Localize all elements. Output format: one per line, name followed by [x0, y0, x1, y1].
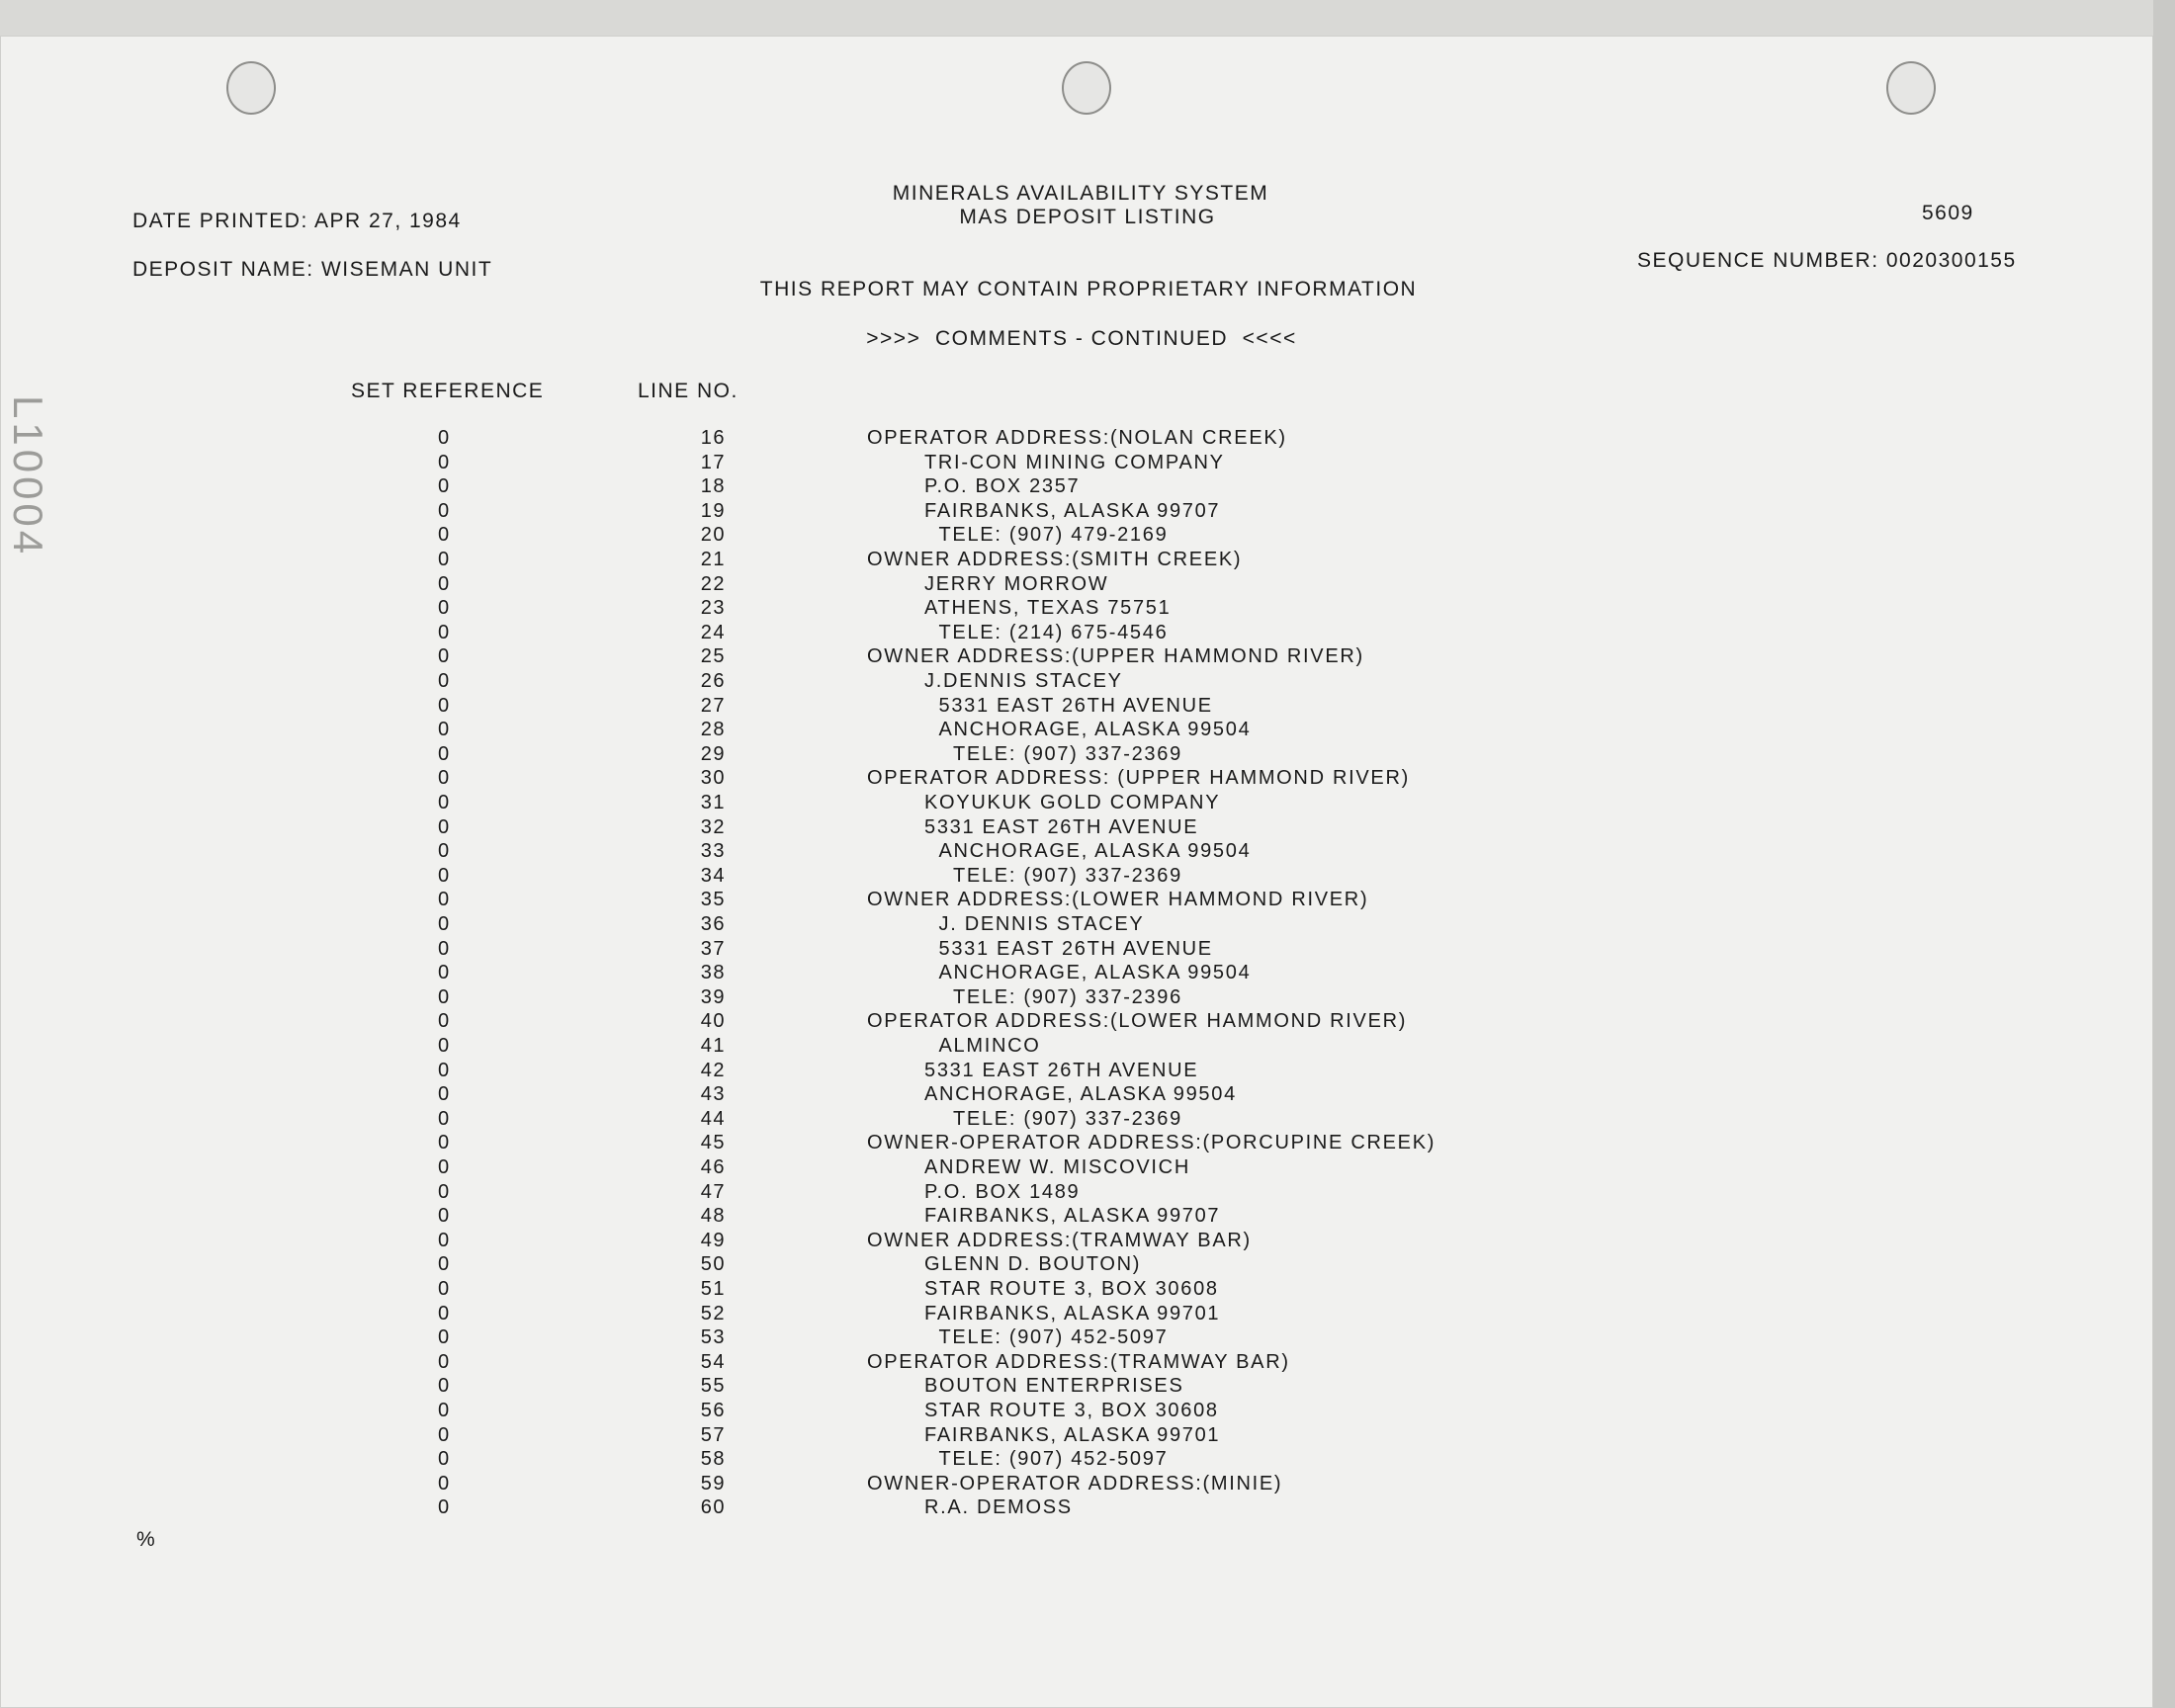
line-number-cell: 38: [700, 962, 726, 984]
line-number-cell: 33: [700, 840, 726, 863]
table-row: [0, 1400, 2175, 1424]
comment-text-cell: OWNER ADDRESS:(LOWER HAMMOND RIVER): [867, 889, 1369, 911]
line-number-cell: 21: [700, 549, 726, 570]
line-number-cell: 52: [700, 1302, 726, 1324]
set-reference-cell: 0: [438, 1229, 451, 1251]
set-reference-cell: 0: [438, 1350, 451, 1373]
comment-text-cell: OPERATOR ADDRESS:(LOWER HAMMOND RIVER): [867, 1010, 1408, 1033]
set-reference-cell: 0: [438, 1423, 451, 1446]
line-number-cell: 56: [700, 1400, 726, 1421]
comment-text-cell: TELE: (907) 479-2169: [938, 524, 1169, 547]
table-row: [0, 1278, 2175, 1303]
set-reference-cell: 0: [438, 1278, 451, 1300]
set-reference-cell: 0: [438, 694, 451, 717]
table-row: [0, 743, 2175, 768]
set-reference-cell: 0: [438, 985, 451, 1008]
line-number-cell: 18: [700, 475, 726, 498]
comment-text-cell: ANCHORAGE, ALASKA 99504: [938, 962, 1252, 984]
line-number-cell: 46: [700, 1156, 726, 1178]
set-reference-cell: 0: [438, 451, 451, 473]
comment-text-cell: 5331 EAST 26TH AVENUE: [924, 1059, 1199, 1081]
line-number-cell: 40: [700, 1010, 726, 1033]
comment-text-cell: OWNER ADDRESS:(TRAMWAY BAR): [867, 1229, 1252, 1251]
comment-text-cell: ANCHORAGE, ALASKA 99504: [938, 719, 1252, 741]
line-number-cell: 35: [700, 889, 726, 911]
line-number-cell: 22: [700, 572, 726, 595]
set-reference-cell: 0: [438, 1059, 451, 1081]
set-reference-cell: 0: [438, 767, 451, 790]
line-number-cell: 23: [700, 597, 726, 620]
table-row: [0, 719, 2175, 743]
listing-title: MAS DEPOSIT LISTING: [959, 206, 1216, 228]
table-row: [0, 1303, 2175, 1327]
comment-text-cell: TELE: (907) 452-5097: [938, 1448, 1169, 1471]
set-reference-cell: 0: [438, 1496, 451, 1519]
set-reference-cell: 0: [438, 1326, 451, 1349]
comment-text-cell: OWNER-OPERATOR ADDRESS:(PORCUPINE CREEK): [867, 1132, 1436, 1154]
line-number-cell: 45: [700, 1132, 726, 1154]
comment-text-cell: STAR ROUTE 3, BOX 30608: [924, 1400, 1219, 1421]
table-row: [0, 695, 2175, 720]
column-header-line-no: LINE NO.: [638, 380, 739, 402]
set-reference-cell: 0: [438, 1180, 451, 1203]
comment-text-cell: KOYUKUK GOLD COMPANY: [924, 792, 1221, 813]
comment-text-cell: TELE: (907) 337-2369: [953, 864, 1182, 887]
line-number-cell: 41: [700, 1035, 726, 1057]
table-row: [0, 1060, 2175, 1084]
line-number-cell: 43: [700, 1083, 726, 1106]
table-row: [0, 1010, 2175, 1035]
table-row: [0, 1132, 2175, 1156]
comment-text-cell: 5331 EAST 26TH AVENUE: [938, 694, 1213, 717]
comment-text-cell: JERRY MORROW: [924, 572, 1109, 595]
comment-text-cell: OPERATOR ADDRESS:(TRAMWAY BAR): [867, 1350, 1290, 1373]
table-row: [0, 1473, 2175, 1497]
line-number-cell: 25: [700, 645, 726, 668]
column-header-set-reference: SET REFERENCE: [351, 380, 545, 402]
comment-text-cell: FAIRBANKS, ALASKA 99707: [924, 499, 1221, 522]
line-number-cell: 36: [700, 913, 726, 935]
table-row: [0, 475, 2175, 500]
set-reference-cell: 0: [438, 937, 451, 960]
comment-text-cell: J. DENNIS STACEY: [938, 913, 1145, 935]
comment-text-cell: OPERATOR ADDRESS:(NOLAN CREEK): [867, 427, 1287, 449]
table-row: [0, 1375, 2175, 1400]
line-number-cell: 57: [700, 1423, 726, 1446]
comment-text-cell: ANCHORAGE, ALASKA 99504: [938, 840, 1252, 863]
comment-text-cell: J.DENNIS STACEY: [924, 670, 1123, 692]
comment-text-cell: P.O. BOX 1489: [924, 1180, 1081, 1203]
set-reference-cell: 0: [438, 475, 451, 498]
line-number-cell: 55: [700, 1375, 726, 1398]
set-reference-cell: 0: [438, 1400, 451, 1421]
table-row: [0, 792, 2175, 816]
table-row: [0, 1448, 2175, 1473]
comment-text-cell: BOUTON ENTERPRISES: [924, 1375, 1184, 1398]
table-row: [0, 840, 2175, 865]
set-reference-cell: 0: [438, 1375, 451, 1398]
line-number-cell: 47: [700, 1180, 726, 1203]
table-row: [0, 938, 2175, 963]
set-reference-cell: 0: [438, 1448, 451, 1471]
line-number-cell: 24: [700, 621, 726, 643]
comment-text-cell: 5331 EAST 26TH AVENUE: [924, 815, 1199, 838]
proprietary-notice: THIS REPORT MAY CONTAIN PROPRIETARY INFORMATION: [759, 278, 1418, 300]
line-number-cell: 54: [700, 1350, 726, 1373]
comment-text-cell: ANCHORAGE, ALASKA 99504: [924, 1083, 1237, 1106]
comment-text-cell: R.A. DEMOSS: [924, 1496, 1073, 1519]
line-number-cell: 32: [700, 815, 726, 838]
set-reference-cell: 0: [438, 1132, 451, 1154]
table-row: [0, 597, 2175, 622]
table-row: [0, 865, 2175, 890]
table-row: [0, 670, 2175, 695]
line-number-cell: 59: [700, 1472, 726, 1494]
punch-hole-left: [226, 61, 276, 115]
table-row: [0, 1351, 2175, 1376]
punch-hole-right: [1886, 61, 1936, 115]
set-reference-cell: 0: [438, 549, 451, 570]
comment-text-cell: ALMINCO: [938, 1035, 1041, 1057]
table-row: [0, 1108, 2175, 1133]
set-reference-cell: 0: [438, 572, 451, 595]
table-row: [0, 913, 2175, 938]
comment-text-cell: TELE: (907) 452-5097: [938, 1326, 1169, 1349]
set-reference-cell: 0: [438, 597, 451, 620]
table-row: [0, 1496, 2175, 1521]
set-reference-cell: 0: [438, 815, 451, 838]
line-number-cell: 19: [700, 499, 726, 522]
comment-text-cell: GLENN D. BOUTON): [924, 1253, 1142, 1276]
table-row: [0, 767, 2175, 792]
comment-text-cell: OWNER-OPERATOR ADDRESS:(MINIE): [867, 1472, 1283, 1494]
table-row: [0, 889, 2175, 913]
sequence-number: SEQUENCE NUMBER: 0020300155: [1637, 249, 2017, 272]
line-number-cell: 44: [700, 1107, 726, 1130]
set-reference-cell: 0: [438, 1205, 451, 1228]
comment-text-cell: TELE: (214) 675-4546: [938, 621, 1169, 643]
margin-stamp: L10004: [5, 395, 51, 558]
table-row: [0, 549, 2175, 573]
comment-text-cell: STAR ROUTE 3, BOX 30608: [924, 1278, 1219, 1300]
line-number-cell: 37: [700, 937, 726, 960]
table-row: [0, 622, 2175, 646]
line-number-cell: 58: [700, 1448, 726, 1471]
deposit-name: DEPOSIT NAME: WISEMAN UNIT: [132, 258, 493, 281]
set-reference-cell: 0: [438, 645, 451, 668]
table-row: [0, 962, 2175, 986]
set-reference-cell: 0: [438, 962, 451, 984]
table-row: [0, 645, 2175, 670]
table-row: [0, 1424, 2175, 1449]
set-reference-cell: 0: [438, 427, 451, 449]
line-number-cell: 39: [700, 985, 726, 1008]
line-number-cell: 28: [700, 719, 726, 741]
table-row: [0, 573, 2175, 598]
comment-text-cell: FAIRBANKS, ALASKA 99701: [924, 1423, 1221, 1446]
table-row: [0, 1253, 2175, 1278]
line-number-cell: 49: [700, 1229, 726, 1251]
comment-text-cell: ANDREW W. MISCOVICH: [924, 1156, 1190, 1178]
table-row: [0, 1035, 2175, 1060]
set-reference-cell: 0: [438, 864, 451, 887]
set-reference-cell: 0: [438, 840, 451, 863]
comment-text-cell: OWNER ADDRESS:(UPPER HAMMOND RIVER): [867, 645, 1364, 668]
comment-text-cell: ATHENS, TEXAS 75751: [924, 597, 1172, 620]
punch-hole-center: [1062, 61, 1111, 115]
table-row: [0, 500, 2175, 525]
comment-text-cell: OWNER ADDRESS:(SMITH CREEK): [867, 549, 1243, 570]
date-printed: DATE PRINTED: APR 27, 1984: [132, 210, 462, 232]
line-number-cell: 20: [700, 524, 726, 547]
set-reference-cell: 0: [438, 524, 451, 547]
table-row: [0, 1230, 2175, 1254]
line-number-cell: 50: [700, 1253, 726, 1276]
table-row: [0, 524, 2175, 549]
set-reference-cell: 0: [438, 1302, 451, 1324]
line-number-cell: 16: [700, 427, 726, 449]
section-title: >>>> COMMENTS - CONTINUED <<<<: [866, 327, 1297, 350]
comment-text-cell: TELE: (907) 337-2369: [953, 742, 1182, 765]
set-reference-cell: 0: [438, 889, 451, 911]
table-row: [0, 427, 2175, 452]
line-number-cell: 53: [700, 1326, 726, 1349]
set-reference-cell: 0: [438, 670, 451, 692]
line-number-cell: 42: [700, 1059, 726, 1081]
comment-text-cell: TELE: (907) 337-2369: [953, 1107, 1182, 1130]
set-reference-cell: 0: [438, 1472, 451, 1494]
table-row: [0, 1181, 2175, 1206]
comment-text-cell: P.O. BOX 2357: [924, 475, 1081, 498]
comment-text-cell: TELE: (907) 337-2396: [953, 985, 1182, 1008]
line-number-cell: 26: [700, 670, 726, 692]
set-reference-cell: 0: [438, 1083, 451, 1106]
comment-text-cell: FAIRBANKS, ALASKA 99701: [924, 1302, 1221, 1324]
set-reference-cell: 0: [438, 1107, 451, 1130]
table-row: [0, 1083, 2175, 1108]
set-reference-cell: 0: [438, 742, 451, 765]
set-reference-cell: 0: [438, 1010, 451, 1033]
table-row: [0, 1156, 2175, 1181]
set-reference-cell: 0: [438, 1253, 451, 1276]
set-reference-cell: 0: [438, 792, 451, 813]
line-number-cell: 17: [700, 451, 726, 473]
system-title: MINERALS AVAILABILITY SYSTEM: [892, 182, 1269, 205]
line-number-cell: 27: [700, 694, 726, 717]
line-number-cell: 60: [700, 1496, 726, 1519]
table-row: [0, 986, 2175, 1011]
set-reference-cell: 0: [438, 621, 451, 643]
line-number-cell: 30: [700, 767, 726, 790]
table-row: [0, 1205, 2175, 1230]
comment-text-cell: OPERATOR ADDRESS: (UPPER HAMMOND RIVER): [867, 767, 1410, 790]
line-number-cell: 51: [700, 1278, 726, 1300]
set-reference-cell: 0: [438, 719, 451, 741]
comment-text-cell: TRI-CON MINING COMPANY: [924, 451, 1225, 473]
page-number: 5609: [1922, 202, 1974, 224]
set-reference-cell: 0: [438, 1035, 451, 1057]
set-reference-cell: 0: [438, 913, 451, 935]
table-row: [0, 816, 2175, 841]
comment-text-cell: FAIRBANKS, ALASKA 99707: [924, 1205, 1221, 1228]
table-row: [0, 452, 2175, 476]
comment-text-cell: 5331 EAST 26TH AVENUE: [938, 937, 1213, 960]
set-reference-cell: 0: [438, 1156, 451, 1178]
footer-mark: %: [136, 1528, 157, 1551]
line-number-cell: 48: [700, 1205, 726, 1228]
table-row: [0, 1326, 2175, 1351]
line-number-cell: 31: [700, 792, 726, 813]
line-number-cell: 34: [700, 864, 726, 887]
line-number-cell: 29: [700, 742, 726, 765]
set-reference-cell: 0: [438, 499, 451, 522]
